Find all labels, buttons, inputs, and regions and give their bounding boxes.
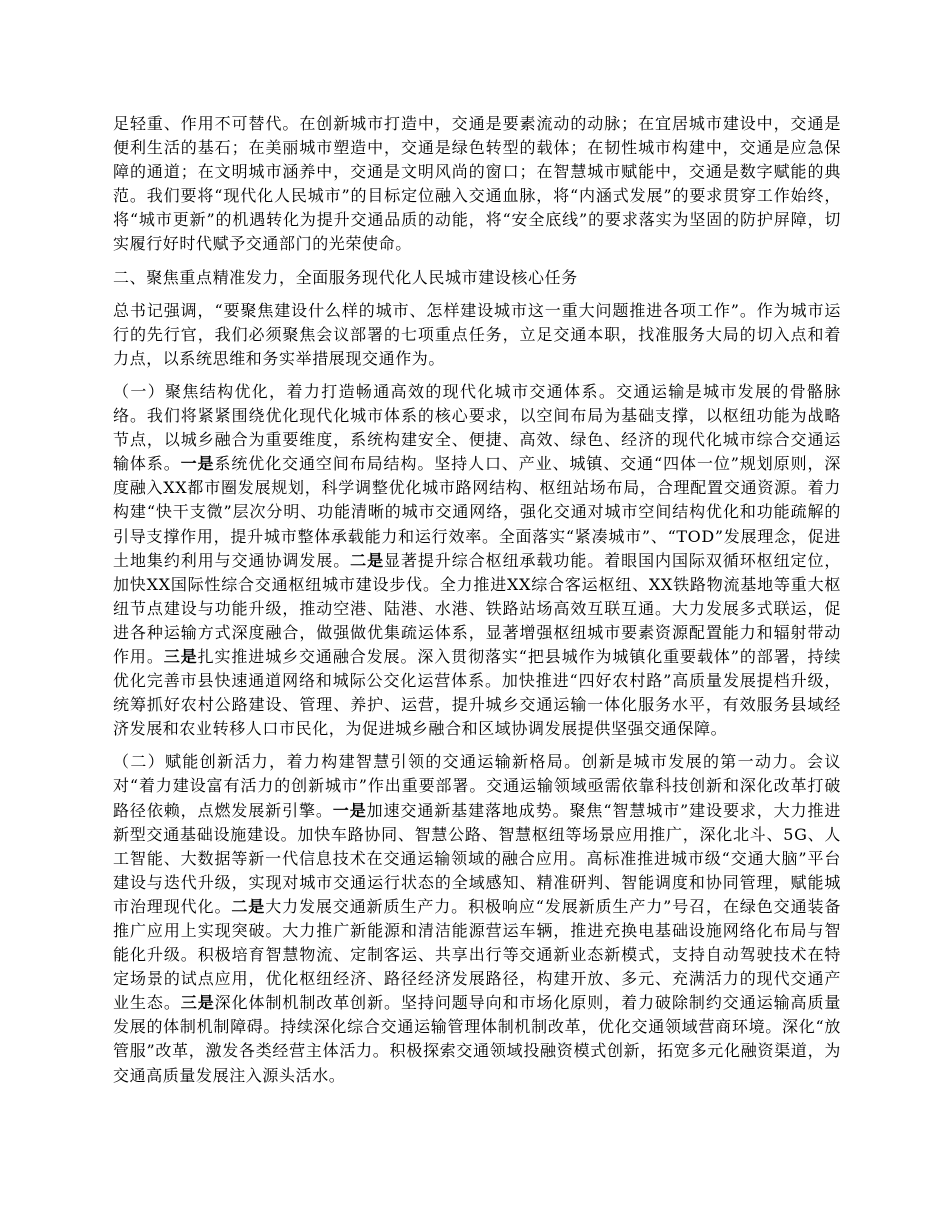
document-page — [113, 112, 841, 1088]
emphasis-marker: 二是 — [350, 550, 385, 570]
text-run: 深化体制机制改革创新。坚持问题导向和市场化原则，着力破除制约交通运输高质量发展的体制机制障碍。持续深化综合交通运输管理体制机制改革，优化交通领域营商环境。深化“放管服”改革，激发各类经营主体活力。积极探索交通领域投融资模式创新，拓宽多元化融资渠道，为交通高质量发展注入源头活水。 — [113, 993, 842, 1085]
text-run: 显著提升综合枢纽承载功能。着眼国内国际双循环枢纽定位，加快XX国际性综合交通枢纽城市建设步伐。全力推进XX综合客运枢纽、XX铁路物流基地等重大枢纽节点建设与功能升级，推动空港、陆港、水港、铁路站场高效互联互通。大力发展多式联运，促进各种运输方式深度融合，做强做优集疏运体系，显著增强枢纽城市要素资源配置能力和辐射带动作用。 — [113, 550, 842, 666]
text-run: 扎实推进城乡交通融合发展。深入贯彻落实“把县城作为城镇化重要载体”的部署，持续优化完善市县快速通道网络和城际公交化运营体系。加快推进“四好农村路”高质量发展提档升级，统筹抓好农村公路建设、管理、养护、运营，提升城乡交通运输一体化服务水平，有效服务县域经济发展和农业转移人口市民化，为促进城乡融合和区域协调发展提供坚强交通保障。 — [113, 646, 842, 739]
text-run: 加速交通新基建落地成势。聚焦“智慧城市”建设要求，大力推进新型交通基础设施建设。加快车路协同、智慧公路、智慧枢纽等场景应用推广，深化北斗、5G、人工智能、大数据等新一代信息技术在交通运输领域的融合应用。高标准推进城市级“交通大脑”平台建设与迭代升级，实现对城市交通运行状态的全域感知、精准研判、智能调度和协同管理，赋能城市治理现代化。 — [113, 800, 841, 916]
paragraph-section-intro — [113, 299, 841, 371]
text-run: 二、聚焦重点精准发力，全面服务现代化人民城市建设核心任务 — [113, 267, 578, 287]
paragraph-intro-continuation — [113, 112, 841, 257]
section-heading — [113, 266, 841, 290]
emphasis-marker: 一是 — [332, 800, 367, 820]
text-run: （二）赋能创新活力，着力构建智慧引领的交通运输新格局。创新是城市发展的第一动力。会议对“着力建设富有活力的创新城市”作出重要部署。交通运输领域亟需依靠科技创新和深化改革打破路径依赖，点燃发展新引擎。 — [113, 752, 841, 820]
text-run: 系统优化交通空间布局结构。坚持人口、产业、城镇、交通“四体一位”规划原则，深度融入XX都市圈发展规划，科学调整优化城市路网结构、枢纽站场布局，合理配置交通资源。着力构建“快干支微”层次分明、功能清晰的城市交通网络，强化交通对城市空间结构优化和功能疏解的引导支撑作用，提升城市整体承载能力和运行效率。全面落实“紧凑城市”、“TOD”发展理念，促进土地集约利用与交通协调发展。 — [113, 454, 842, 570]
text-run: 足轻重、作用不可替代。在创新城市打造中，交通是要素流动的动脉；在宜居城市建设中，交通是便利生活的基石；在美丽城市塑造中，交通是绿色转型的载体；在韧性城市构建中，交通是应急保障的通道；在文明城市涵养中，交通是文明风尚的窗口；在智慧城市赋能中，交通是数字赋能的典范。我们要将“现代化人民城市”的目标定位融入交通血脉，将“内涵式发展”的要求贯穿工作始终，将“城市更新”的机遇转化为提升交通品质的动能，将“安全底线”的要求落实为坚固的防护屏障，切实履行好时代赋予交通部门的光荣使命。 — [113, 114, 841, 254]
emphasis-marker: 一是 — [180, 454, 215, 474]
text-run: 大力发展交通新质生产力。积极响应“发展新质生产力”号召，在绿色交通装备推广应用上实现突破。大力推广新能源和清洁能源营运车辆，推进充换电基础设施网络化布局与智能化升级。积极培育智慧物流、定制客运、共享出行等交通新业态新模式，支持自动驾驶技术在特定场景的试点应用，优化枢纽经济、路径经济发展路径，构建开放、多元、充满活力的现代交通产业生态。 — [113, 896, 841, 1013]
text-run: 总书记强调，“要聚焦建设什么样的城市、怎样建设城市这一重大问题推进各项工作”。作为城市运行的先行官，我们必须聚焦会议部署的七项重点任务，立足交通本职，找准服务大局的切入点和着力点，以系统思维和务实举措展现交通作为。 — [113, 300, 841, 368]
emphasis-marker: 二是 — [231, 896, 266, 916]
paragraph-subsection-structure — [113, 380, 841, 741]
emphasis-marker: 三是 — [180, 993, 215, 1013]
paragraph-subsection-innovation — [113, 750, 841, 1087]
emphasis-marker: 三是 — [163, 646, 198, 666]
text-run: （一）聚焦结构优化，着力打造畅通高效的现代化城市交通体系。交通运输是城市发展的骨骼脉络。我们将紧紧围绕优化现代化城市体系的核心要求，以空间布局为基础支撑，以枢纽功能为战略节点，以城乡融合为重要维度，系统构建安全、便捷、高效、绿色、经济的现代化城市综合交通运输体系。 — [113, 381, 841, 474]
